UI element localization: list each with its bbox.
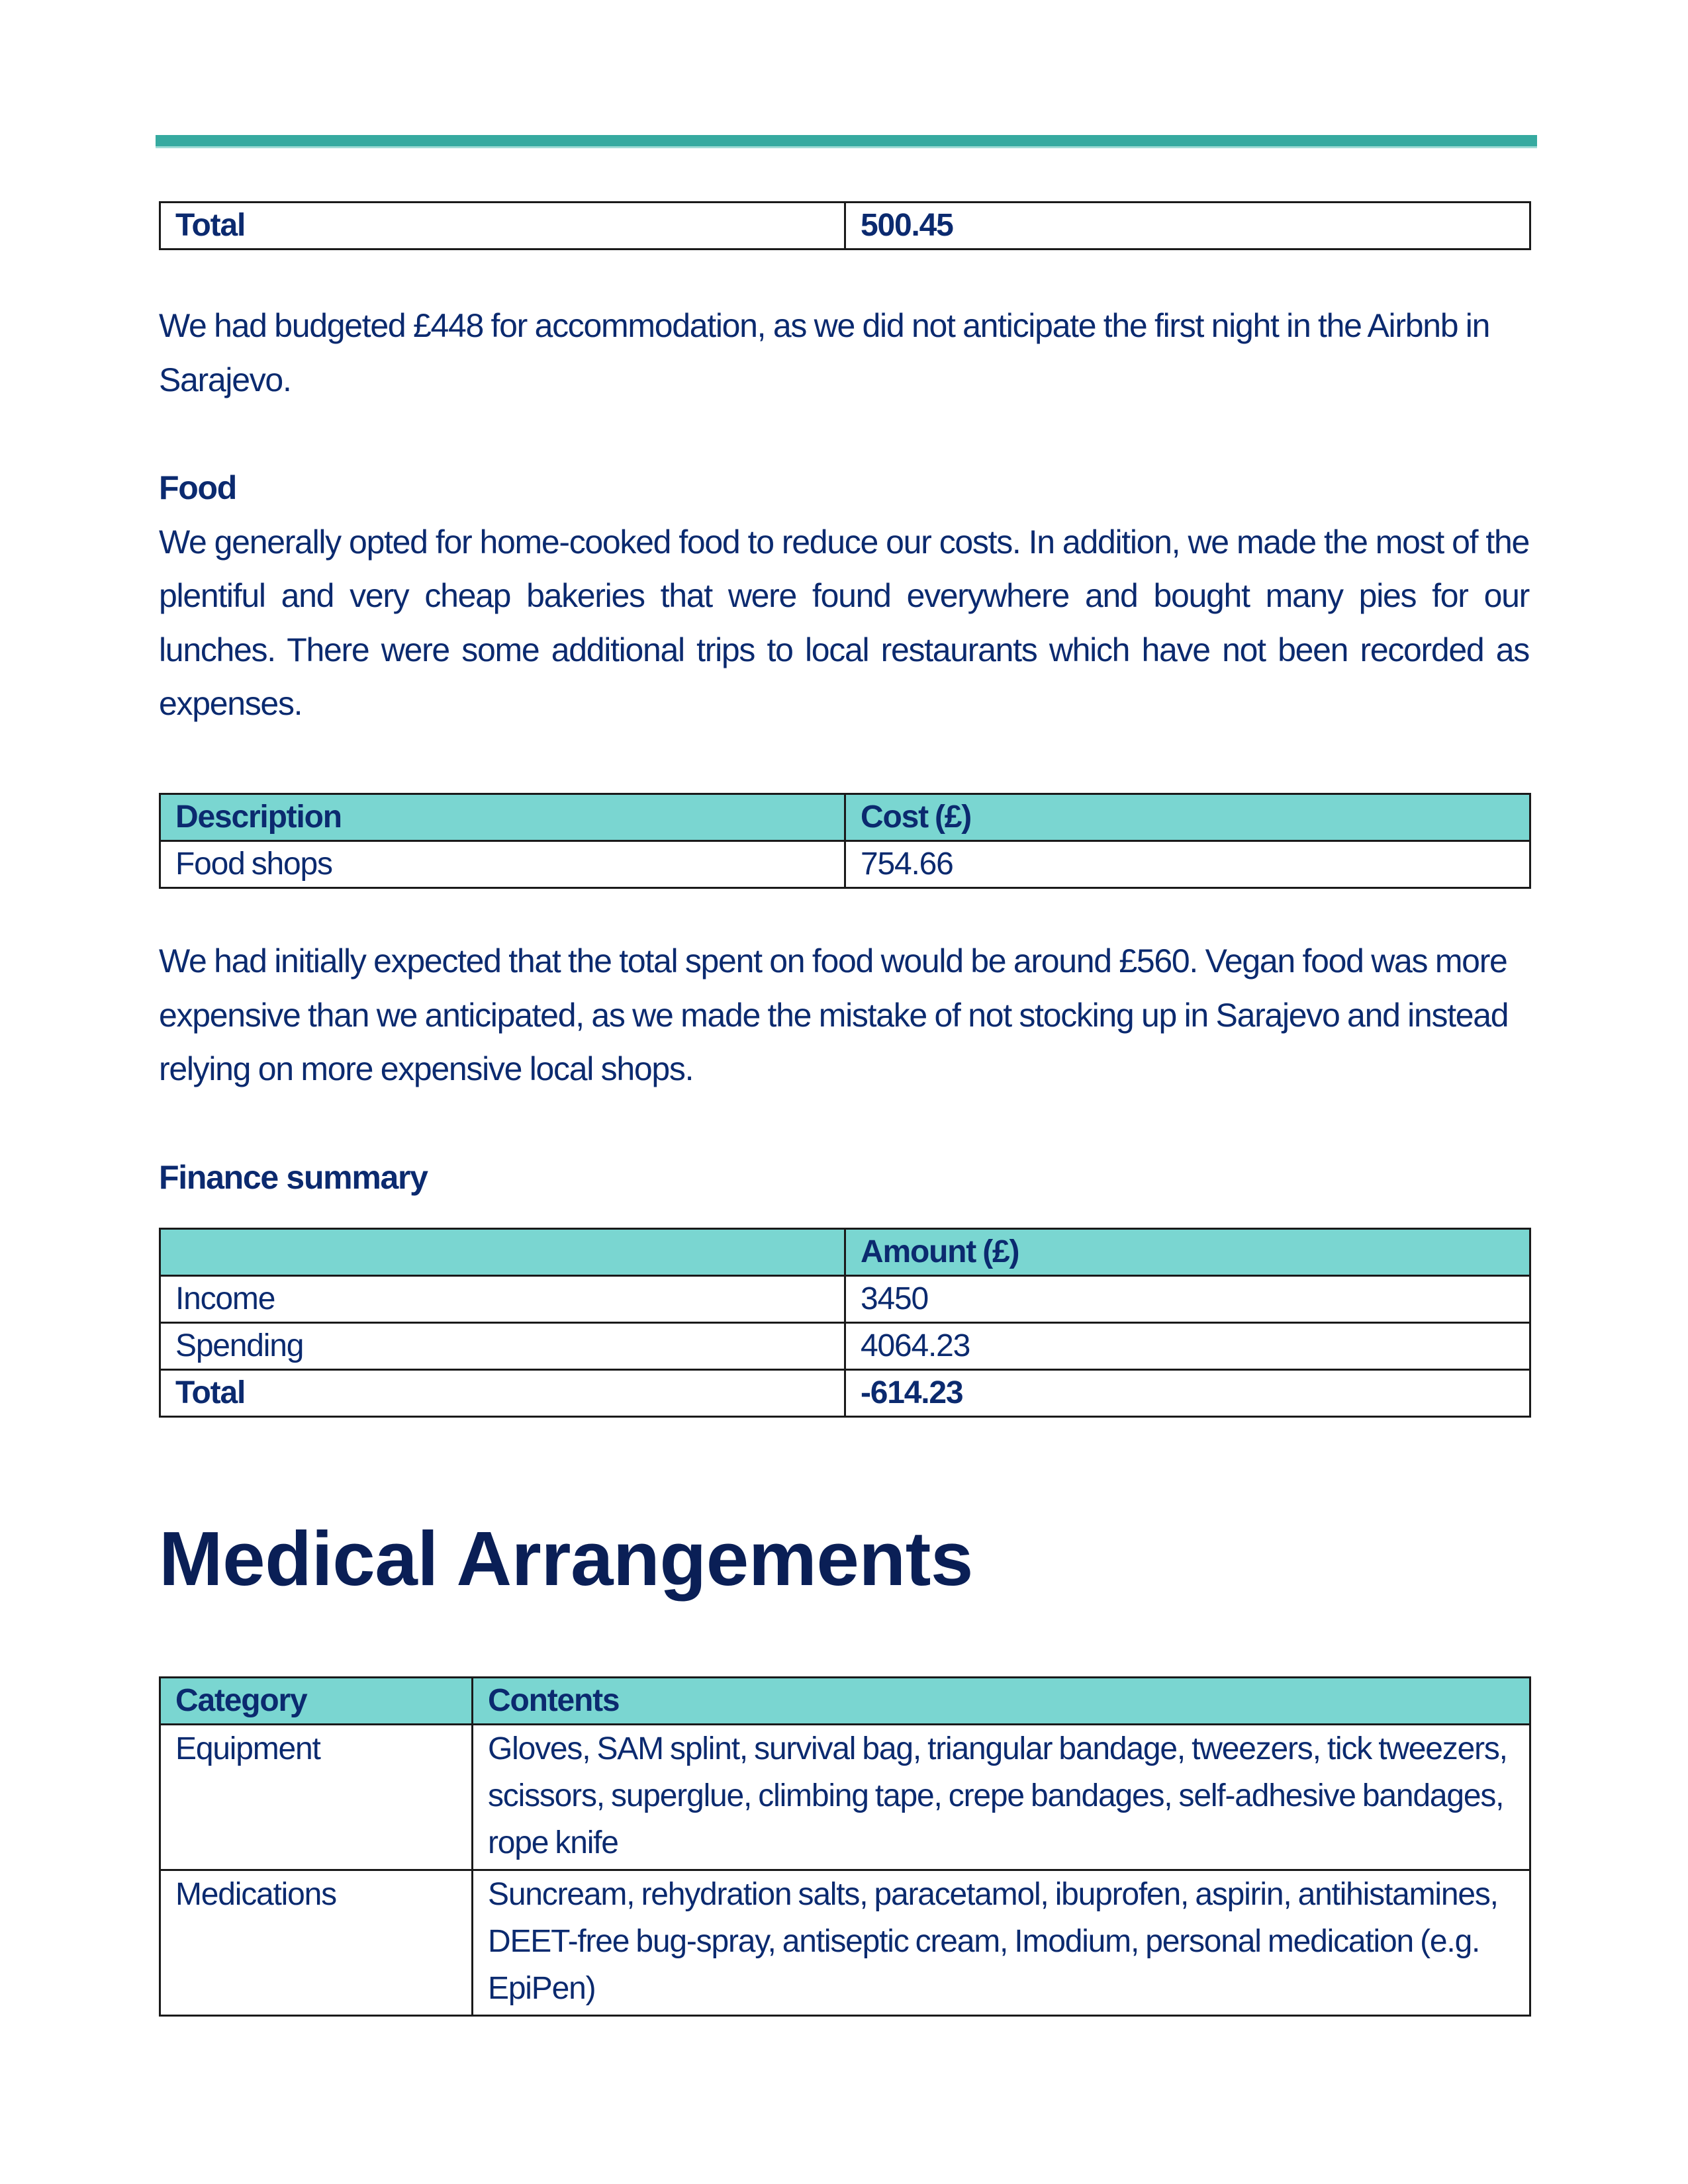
column-header-contents: Contents xyxy=(473,1678,1530,1725)
accommodation-total-section xyxy=(159,201,1529,250)
accommodation-total-table xyxy=(159,201,1531,250)
medical-arrangements-heading: Medical Arrangements xyxy=(159,1516,973,1602)
table-row xyxy=(160,1323,1530,1370)
column-header-category: Category xyxy=(160,1678,473,1725)
contents-cell: Suncream, rehydration salts, paracetamol, ibuprofen, aspirin, antihistamines, DEET-free bug-spray, antiseptic cream, Imodium, personal medication (e.g. EpiPen) xyxy=(473,1870,1530,2016)
table-header-row xyxy=(160,794,1530,841)
accommodation-note: We had budgeted £448 for accommodation, as we did not anticipate the first night in the Airbnb in Sarajevo. xyxy=(159,307,1490,398)
food-paragraph: We generally opted for home-cooked food to reduce our costs. In addition, we made the most of the plentiful and very cheap bakeries that were found everywhere and bought many pies for our lunches. There were some additional trips to local restaurants which have not been recorded as expenses. xyxy=(159,523,1529,722)
food-section xyxy=(159,461,1529,731)
spending-amount-cell: 4064.23 xyxy=(845,1323,1530,1370)
medical-kit-table xyxy=(159,1676,1531,2017)
finance-table-section xyxy=(159,1228,1529,1418)
food-heading: Food xyxy=(159,469,236,506)
spending-label-cell: Spending xyxy=(160,1323,845,1370)
column-header-cost: Cost (£) xyxy=(845,794,1530,841)
table-row xyxy=(160,203,1530,250)
table-row xyxy=(160,1725,1530,1870)
total-label-cell: Total xyxy=(160,1370,845,1417)
category-cell: Equipment xyxy=(160,1725,473,1870)
food-table-section xyxy=(159,793,1529,889)
accommodation-note-section xyxy=(159,299,1523,407)
finance-summary-heading: Finance summary xyxy=(159,1159,428,1196)
food-note: We had initially expected that the total spent on food would be around £560. Vegan food was more expensive than we anticipated, as we made the mistake of not stocking up in Sarajevo and instead relying on more expensive local shops. xyxy=(159,942,1509,1087)
category-cell: Medications xyxy=(160,1870,473,2016)
total-label-cell: Total xyxy=(160,203,845,250)
table-row xyxy=(160,841,1530,888)
contents-cell: Gloves, SAM splint, survival bag, triangular bandage, tweezers, tick tweezers, scissors, superglue, climbing tape, crepe bandages, self-adhesive bandages, rope knife xyxy=(473,1725,1530,1870)
table-row xyxy=(160,1370,1530,1417)
column-header-description: Description xyxy=(160,794,845,841)
medical-heading-section xyxy=(159,1516,1529,1602)
income-label-cell: Income xyxy=(160,1276,845,1323)
medical-table-section xyxy=(159,1676,1529,2017)
finance-summary-table xyxy=(159,1228,1531,1418)
description-cell: Food shops xyxy=(160,841,845,888)
table-header-row xyxy=(160,1678,1530,1725)
column-header-amount: Amount (£) xyxy=(845,1229,1530,1276)
food-note-section xyxy=(159,934,1523,1097)
food-cost-table xyxy=(159,793,1531,889)
total-value-cell: 500.45 xyxy=(845,203,1530,250)
table-row xyxy=(160,1870,1530,2016)
header-accent-rule xyxy=(156,135,1537,148)
income-amount-cell: 3450 xyxy=(845,1276,1530,1323)
table-row xyxy=(160,1276,1530,1323)
finance-summary-section xyxy=(159,1151,1529,1205)
total-amount-cell: -614.23 xyxy=(845,1370,1530,1417)
table-header-row xyxy=(160,1229,1530,1276)
cost-cell: 754.66 xyxy=(845,841,1530,888)
column-header-blank xyxy=(160,1229,845,1276)
